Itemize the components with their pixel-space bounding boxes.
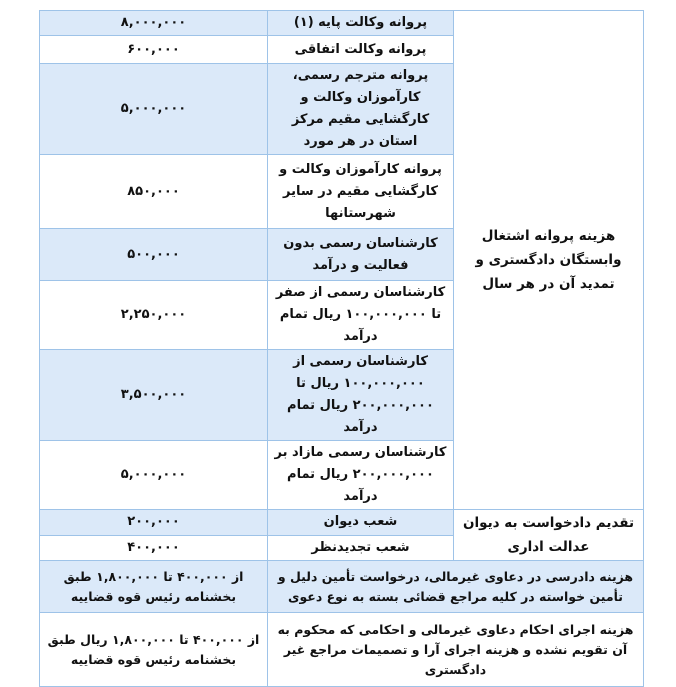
- fee-item-wide: هزینه دادرسی در دعاوی غیرمالی، درخواست تأمین دلیل و تأمین خواسته در کلیه مراجع قضائی بسته به نوع دعوی: [268, 561, 644, 613]
- fee-item: شعب دیوان: [268, 510, 454, 536]
- fee-item: کارشناسان رسمی از ۱۰۰,۰۰۰,۰۰۰ ریال تا ۲۰۰,۰۰۰,۰۰۰ ریال تمام درآمد: [268, 350, 454, 441]
- fee-amount: ۲,۲۵۰,۰۰۰: [40, 281, 268, 350]
- fee-amount: ۶۰۰,۰۰۰: [40, 36, 268, 64]
- fee-amount: ۸۵۰,۰۰۰: [40, 155, 268, 229]
- fee-amount: ۵,۰۰۰,۰۰۰: [40, 64, 268, 155]
- table-row: [40, 613, 644, 687]
- category-license-fee: هزینه پروانه اشتغال وابستگان دادگستری و تمدید آن در هر سال: [454, 11, 644, 510]
- fee-item: کارشناسان رسمی مازاد بر ۲۰۰,۰۰۰,۰۰۰ ریال تمام درآمد: [268, 441, 454, 510]
- fee-table-container: [39, 10, 643, 687]
- fee-amount: ۵۰۰,۰۰۰: [40, 229, 268, 281]
- fee-item: پروانه وکالت اتفاقی: [268, 36, 454, 64]
- table-row: [40, 510, 644, 536]
- fee-item: پروانه کارآموزان وکالت و کارگشایی مقیم در سایر شهرستانها: [268, 155, 454, 229]
- table-row: [40, 11, 644, 36]
- fee-amount-range: از ۴۰۰,۰۰۰ تا ۱,۸۰۰,۰۰۰ ریال طبق بخشنامه رئیس قوه قضاییه: [40, 613, 268, 687]
- fee-item: شعب تجدیدنظر: [268, 535, 454, 561]
- fee-amount: ۴۰۰,۰۰۰: [40, 535, 268, 561]
- fee-amount: ۸,۰۰۰,۰۰۰: [40, 11, 268, 36]
- fee-table: [39, 10, 644, 687]
- fee-amount-range: از ۴۰۰,۰۰۰ تا ۱,۸۰۰,۰۰۰ طبق بخشنامه رئیس قوه قضاییه: [40, 561, 268, 613]
- table-row: [40, 561, 644, 613]
- fee-item-wide: هزینه اجرای احکام دعاوی غیرمالی و احکامی که محکوم به آن تقویم نشده و هزینه اجرای آرا و تصمیمات مراجع غیر دادگستری: [268, 613, 644, 687]
- category-court-petition: تقدیم دادخواست به دیوان عدالت اداری: [454, 510, 644, 561]
- fee-item: پروانه مترجم رسمی، کارآموزان وکالت و کارگشایی مقیم مرکز استان در هر مورد: [268, 64, 454, 155]
- fee-amount: ۳,۵۰۰,۰۰۰: [40, 350, 268, 441]
- fee-amount: ۵,۰۰۰,۰۰۰: [40, 441, 268, 510]
- fee-item: پروانه وکالت پایه (۱): [268, 11, 454, 36]
- fee-item: کارشناسان رسمی از صفر تا ۱۰۰,۰۰۰,۰۰۰ ریال تمام درآمد: [268, 281, 454, 350]
- fee-amount: ۲۰۰,۰۰۰: [40, 510, 268, 536]
- fee-item: کارشناسان رسمی بدون فعالیت و درآمد: [268, 229, 454, 281]
